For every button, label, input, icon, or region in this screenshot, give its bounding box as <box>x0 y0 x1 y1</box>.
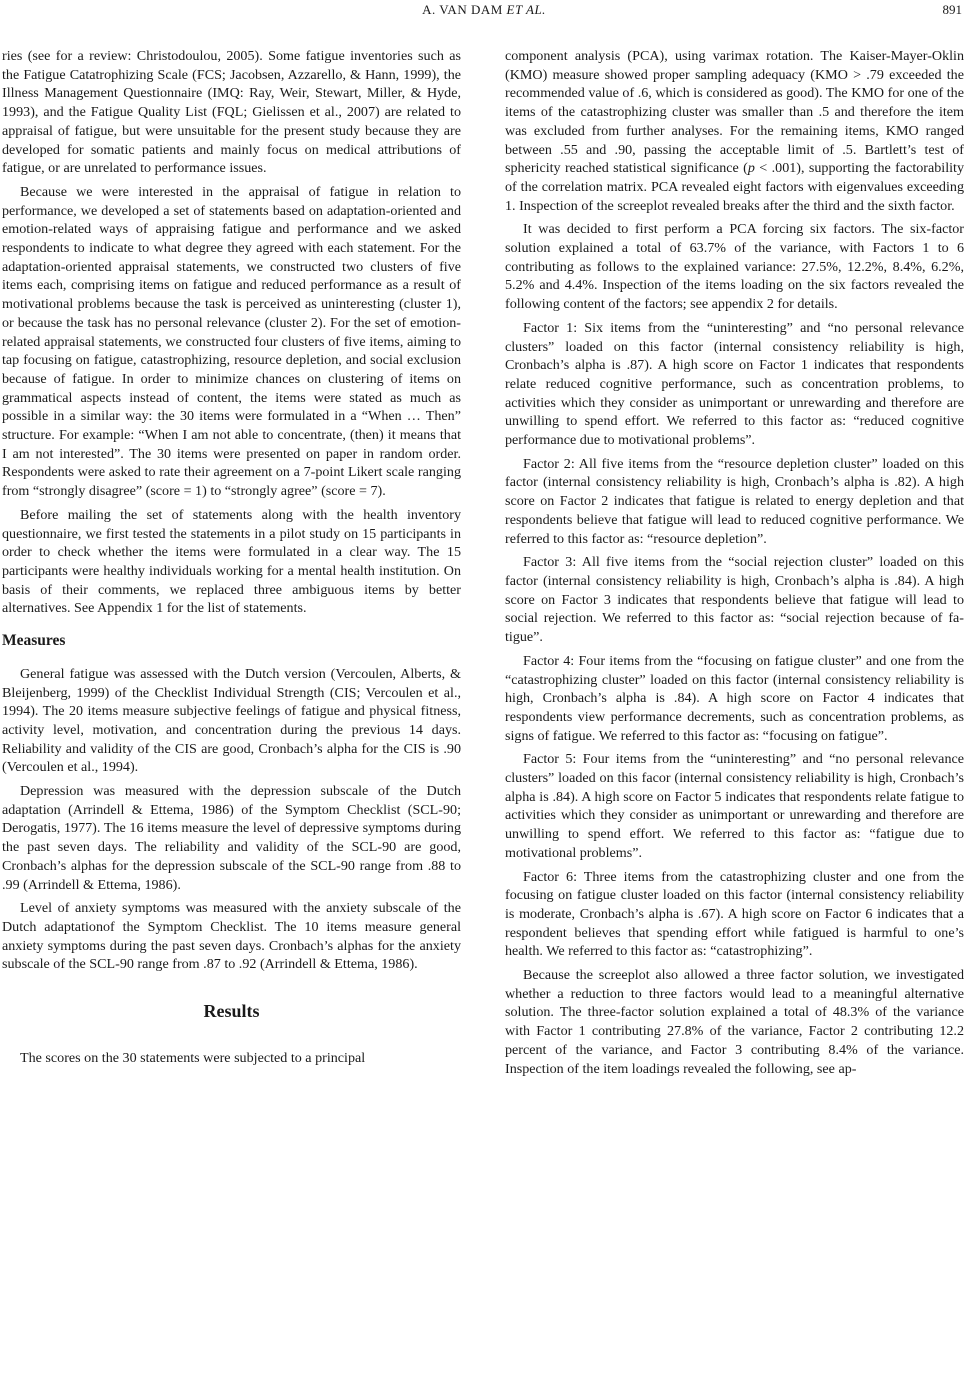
p-value-symbol: p <box>747 160 755 177</box>
running-head-etal: ET AL. <box>506 2 546 17</box>
left-paragraph-6: Level of anxiety symptoms was measured with the anxiety subscale of the Dutch adaptationof the Symptom Checklist. The 10 items measure general anxiety symptoms during the past seven days. Cronbach’s alphas for the anxiety subscale of the SCL-90 range from .87 to .92 (Arrindell & Ettema, 1986). <box>2 900 461 973</box>
left-paragraph-2: Because we were interested in the appraisal of fatigue in relation to performance, we developed a set of statements based on adaptation-oriented and emotion-related ways of appraising fatigue and performance and we asked respondents to indicate to what degree they agreed with each statement. For the adaptation-oriented appraisal statements, we constructed two clusters of five items each, comprising items on fatigue and reduced performance as a result of motivational problems because the task is perceived as uninteresting (cluster 1), or because the task has no personal relevance (cluster 2). For the set of emotion-related appraisal statements, we constructed four clusters of five items, aiming to tap focusing on fatigue, catastrophizing, resource depletion, and social exclusion because of fatigue. In order to minimize chances on clustering of items on grammatical aspects instead of content, the items were stated as much as possible in a similar way: the 30 items were formulated in a “When … Then” structure. For example: “When I am not able to concentrate, (then) it means that I am not interested”. The 30 items were presented on paper in random order. Respondents were asked to rate their agreement on a 7-point Likert scale ranging from “strongly disagree” (score = 1) to “strongly agree” (score = 7). <box>2 183 461 500</box>
right-paragraph-5: Factor 3: All five items from the “social rejection cluster” loaded on this factor (internal consistency reliability is high, Cronbach’s alpha is .84). A high score on Factor 3 indicates that respondents believe that fatigue will lead to social rejection. We referred to this factor as: “social rejection because of fatigue”. <box>505 554 964 646</box>
page-number: 891 <box>942 2 962 17</box>
page-header <box>0 0 968 24</box>
right-paragraph-3: Factor 1: Six items from the “uninteresting” and “no personal relevance clusters” loaded on this factor (internal consistency reliability is high, Cronbach’s alpha is .87). A high score on Factor 1 indicates that respondents relate reduced cognitive performance, such as concentration problems, to activities which they consider as unimportant or unrewarding and therefore are unwilling to spend effort. We referred to this factor as: “reduced cognitive performance due to motivational problems”. <box>505 319 964 449</box>
left-paragraph-5: Depression was measured with the depression subscale of the Dutch adaptation (Arrindell & Ettema, 1986) of the Symptom Checklist (SCL-90; Derogatis, 1977). The 16 items measure the level of depressive symptoms during the past seven days. The reliability and validity of the SCL-90 are good, Cronbach’s alphas for the depression subscale of the SCL-90 range from .88 to .99 (Arrindell & Ettema, 1986). <box>2 783 461 893</box>
right-paragraph-6: Factor 4: Four items from the “focusing on fatigue cluster” and one from the “catastrophizing cluster” loaded on this factor (internal consistency reliability is high, Cronbach’s alpha is .84). A high score on Factor 4 indicates that respondents view performance decrements, such as concentration problems, as signs of fatigue. We referred to this factor as: “focusing on fatigue”. <box>505 652 964 744</box>
right-paragraph-7: Factor 5: Four items from the “uninteresting” and “no personal relevance clusters” loaded on this facor (internal consistency reliability is high, Cronbach’s alpha is .84). A high score on Factor 5 indicates that respondents relate fatigue to activities which they consider as unimportant or unrewarding and therefore are unwilling to spend effort. We referred to this factor as: “fatigue due to motivational problems”. <box>505 751 964 861</box>
running-head <box>0 2 968 18</box>
right-paragraph-9: Because the screeplot also allowed a three factor solution, we investigated whether a reduction to three factors would lead to a meaningful alternative solution. The three-factor solution explained a total of 48.3% of the variance with Factor 1 contributing 27.8% of the variance, Factor 2 contributing 12.2 percent of the variance, and Factor 3 contributing 8.4% of the variance. Inspection of the item loadings revealed the following, see ap- <box>505 967 964 1077</box>
right-paragraph-1-end: < .001), supporting the factorability of the correlation matrix. PCA revealed eight factors with eigenvalues exceeding 1. Inspection of the screeplot revealed breaks after the third and the sixth factor. <box>505 160 965 214</box>
right-paragraph-8: Factor 6: Three items from the catastrophizing cluster and one from the focusing on fatigue cluster loaded on this factor (internal consistency reliability is moderate, Cronbach’s alpha is .67). A high score on Factor 6 indicates that a respondent believes that spending effort while fatigued is harmful to one’s health. We referred to this factor as: “catastrophizing”. <box>505 868 964 960</box>
measures-heading: Measures <box>2 632 66 650</box>
left-column <box>2 47 461 1072</box>
left-paragraph-1: ries (see for a review: Christodoulou, 2005). Some fatigue inventories such as the Fatigue Catatrophizing Scale (FCS; Jacobsen, Azzarello, & Hann, 1999), the Illness Management Questionnaire (IMQ: Ray, Weir, Stewart, Miller, & Hyde, 1993), and the Fatigue Quality List (FQL; Gielissen et al., 2007) are related to appraisal of fatigue, but were unsuitable for the present study because they are developed for somatic patients and mainly focus on medical attributions of fatigue, or are unrelated to performance issues. <box>2 48 461 177</box>
right-paragraph-4: Factor 2: All five items from the “resource depletion cluster” loaded on this factor (internal consistency reliability is high, Cronbach’s alpha is .82). A high score on Factor 2 indicates that fatigue is related to energy depletion and that respondents believe that fatigue will lead to reduced cognitive performance. We referred to this factor as: “resource depletion”. <box>505 455 964 547</box>
left-paragraph-7: The scores on the 30 statements were subjected to a principal <box>20 1049 366 1066</box>
right-column <box>505 47 964 1083</box>
running-head-author: A. VAN DAM <box>422 2 503 17</box>
right-paragraph-2: It was decided to first perform a PCA forcing six factors. The six-factor solution explained a total of 63.7% of the variance, with Factors 1 to 6 contributing as follows to the explained variance: 27.5%, 12.2%, 8.4%, 6.2%, 5.2% and 4.4%. Inspection of the items loading on the six factors revealed the following content of the factors; see appendix 2 for details. <box>505 221 964 313</box>
left-paragraph-4: General fatigue was assessed with the Dutch version (Vercoulen, Alberts, & Bleijenberg, 1999) of the Checklist Individual Strength (CIS; Vercoulen et al., 1994). The 20 items measure subjective feelings of fatigue and physical fitness, activity level, motivation, and concentration during the previous 14 days. Reliability and validity of the CIS are good, Cronbach’s alpha for the CIS is .90 (Vercoulen et al., 1994). <box>2 665 461 776</box>
right-paragraph-1-start: component analysis (PCA), using varimax rotation. The Kaiser-Mayer-Oklin (KMO) measure showed proper sampling adequacy (KMO > .79 exceeded the recommended value of .6, which is considered as good). The KMO for one of the items of the catastrophizing cluster was smaller than .5 and therefore the item was excluded from further analyses. For the remaining items, KMO ranged between .55 and .90, passing the acceptable limit of .5. Bartlett’s test of sphericity reached statistical significance ( <box>505 48 964 177</box>
results-heading: Results <box>203 1001 260 1022</box>
left-paragraph-3: Before mailing the set of statements along with the health inventory questionnaire, we first tested the statements in a pilot study on 15 participants in order to check whether the items were formulated in a clear way. The 15 participants were healthy individuals working for a mental health institution. On basis of their comments, we replaced three ambiguous items by better alternatives. See Appendix 1 for the list of statements. <box>2 506 461 617</box>
right-paragraph-1 <box>505 47 964 215</box>
